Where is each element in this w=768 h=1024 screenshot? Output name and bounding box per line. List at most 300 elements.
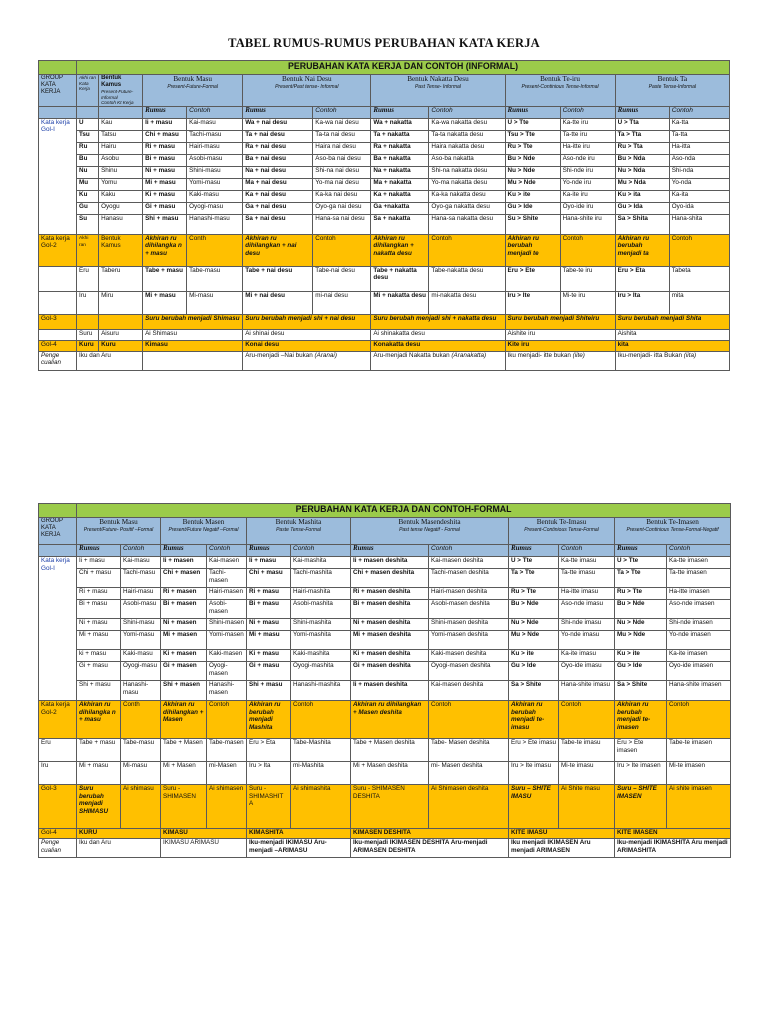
table-cell: Ka-tta bbox=[669, 118, 729, 130]
table-cell: Nu > Nde bbox=[505, 166, 560, 178]
table-cell: Nu > Nde bbox=[509, 619, 559, 631]
table-cell: Yomi-masu bbox=[187, 178, 243, 190]
table-cell: Oyo-ida bbox=[669, 202, 729, 214]
table-cell: Hana-sa nakatta desu bbox=[429, 214, 505, 234]
gol3-label: Gol-3 bbox=[39, 314, 77, 329]
table-cell: Aso-nde imasu bbox=[559, 600, 615, 619]
table-cell: Tabe + Masen bbox=[161, 739, 207, 762]
table-row: Penge cualian Iku dan Aru IKIMASU ARIMASU Iku-menjadi IKIMASU Aru-menjadi –ARIMASU Iku-menjadi IKIMASEN DESHITA Aru-menjadi ARIMASEN DESHITA Iku menjadi IKIMASEN Aru menjadi ARIMASEN Iku-menjadi IKIMASHITA Aru menjadi ARIMASHITA bbox=[39, 839, 731, 858]
table-cell: Shi-nde imasu bbox=[559, 619, 615, 631]
table-cell: Ki + masen deshita bbox=[351, 650, 429, 662]
table-cell: Tabe-masu bbox=[121, 739, 161, 762]
table-cell: Nu > Nda bbox=[615, 166, 669, 178]
kamus-name: Bentuk Kamus bbox=[101, 75, 122, 88]
table-row bbox=[39, 118, 730, 130]
col-header-masen: Bentuk Masen Present/Future Negatif –Formal bbox=[161, 518, 247, 545]
table-cell: Bu > Nde bbox=[505, 154, 560, 166]
table-cell: Ta-tte iru bbox=[560, 130, 615, 142]
table-cell: Aso-nde imasen bbox=[667, 600, 731, 619]
table-cell: Tachi-masu bbox=[121, 569, 161, 588]
table-cell: Shi-na nakatta desu bbox=[429, 166, 505, 178]
table-cell: Mi + Masen bbox=[161, 762, 207, 785]
table-cell: Eru > Ete bbox=[505, 266, 560, 291]
table-cell: Ta > Tte bbox=[509, 569, 559, 588]
table-row bbox=[39, 154, 730, 166]
table-cell: Hanashi-masu bbox=[121, 681, 161, 701]
table-cell: Ku bbox=[77, 190, 99, 202]
table-cell: Ri + masu bbox=[247, 588, 291, 600]
col-header-masu: Bentuk Masu Present/Future- Positif –Formal bbox=[77, 518, 161, 545]
table-cell: Hairi-masen bbox=[207, 588, 247, 600]
table-cell: Shi + masu bbox=[77, 681, 121, 701]
table-cell: Mu > Nde bbox=[509, 631, 559, 650]
table-cell: Shi + masen bbox=[161, 681, 207, 701]
table-cell: Ta-tta bbox=[669, 130, 729, 142]
table-cell: Oyo-ide iru bbox=[560, 202, 615, 214]
table-cell: Sa > Shita bbox=[615, 214, 669, 234]
table-cell: Shini-masu bbox=[187, 166, 243, 178]
table-cell: Ki + masu bbox=[247, 650, 291, 662]
table-cell: Tabe-te iru bbox=[560, 266, 615, 291]
table-cell: Eru > Eta bbox=[615, 266, 669, 291]
table-cell: Ba + nai desu bbox=[243, 154, 313, 166]
table-cell: Kaku bbox=[99, 190, 143, 202]
table-cell: Ka-tte imasu bbox=[559, 557, 615, 569]
table-cell: Na + nakatta bbox=[371, 166, 429, 178]
table-cell: Chi + masu bbox=[143, 130, 187, 142]
table-cell: Ru > Tte bbox=[505, 142, 560, 154]
table-cell: Ri + masen bbox=[161, 588, 207, 600]
table-cell: Asobi-masu bbox=[187, 154, 243, 166]
table-cell: Shinu bbox=[99, 166, 143, 178]
table-cell: Eru bbox=[39, 739, 77, 762]
table-cell: Mu bbox=[77, 178, 99, 190]
table-row: Penge cualian Iku dan Aru Aru-menjadi –Nai bukan (Aranai) Aru-menjadi Nakatta bukan (Aranakatta) Iku menjadi- itte bukan (iite) Iku-menjadi- itta Bukan (iita) bbox=[39, 351, 730, 370]
table-row bbox=[39, 178, 730, 190]
table-row: Suru Aisuru Ai Shimasu Ai shinai desu Ai shinakatta desu Aishite iru Aishita bbox=[39, 329, 730, 340]
table-cell: Asobi-masen deshita bbox=[429, 600, 509, 619]
table-row bbox=[39, 202, 730, 214]
table-cell: Yo-nde iru bbox=[560, 178, 615, 190]
table-cell: Oyo-ide imasen bbox=[667, 662, 731, 681]
table-cell: Kau bbox=[99, 118, 143, 130]
table-formal: PERUBAHAN KATA KERJA DAN CONTOH-FORMAL GROUP KATA KERJA Bentuk Masu Present/Future- Positif –Formal Bentuk Masen Present/Future Negatif –Formal Bentuk Mashita Paste Tense-Formal Bentuk Masendeshita Past tense Negatif - Formal Bentuk Te-Imasu Present-Continious Tense-Formal Bentuk Te-Imasen Present-Continious Tense-Formal-Negatif Rumus Contoh Rumus Contoh Rumus Contoh Rumus Contoh Rumus Contoh Rumus Contoh Kata kerja Gol-I Ii + masu Kai-masu Ii + masen Kai-masen Ii + masu Kai-mashita Ii + masen deshita Kai-masen deshita U > Tte Ka-tte imasu U > Tte Ka-tte imasen Chi + masu Tachi-masu Chi + masen Tachi-masen Chi + masu Tachi-mashita Chi + masen deshita Tachi-masen deshita Ta > Tte Ta-tte imasu Ta > Tte Ta-tte imasen Ri + masu Hairi-masu Ri + masen Hairi-masen Ri + masu Hairi-mashita Ri + masen deshita Hairi-masen deshita Ru > Tte Ha-itte imasu Ru > Tte Ha-itte imasen Bi + masu Asobi-masu Bi + masen Asobi-masen Bi + masu Asobi-mashita Bi + masen deshita Asobi-masen deshita Bu > Nde Aso-nde imasu Bu > Nde Aso-nde imasen Ni + masu Shini-masu Ni + masen Shini-masen Ni + masu Shini-mashita Ni + masen deshita Shini-masen deshita Nu > Nde Shi-nde imasu Nu > Nde Shi-nde imasen Mi + masu Yomi-masu Mi + masen Yomi-masen Mi + masu Yomi-mashita Mi + masen deshita Yomi-masen deshita Mu > Nde Yo-nde imasu Mu > Nde Yo-nde imasen ki + masu Kaki-masu Ki + masen Kaki-masen Ki + masu Kaki-mashita Ki + masen deshita Kaki-masen deshita Ku > ite Ka-ite imasu Ku > ite Ka-ite imasen Gi + masu Oyogi-masu Gi + masen Oyogi-masen Gi + masu Oyogi-mashita Gi + masen deshita Oyogi-masen deshita Gu > Ide Oyo-ide imasu Gu > Ide Oyo-ide imasen Shi + masu Hanashi-masu Shi + masen Hanashi-masen Shi + masu Hanashi-mashita Ii + masen deshita Kai-masen deshita Sa > Shite Hana-shite imasu Sa > Shite Hana-shite imasen Kata kerja Gol-2 Akhiran ru dihilangka n + masu Conth Akhiran ru dihilangkan + Masen Contoh Akhiran ru berubah menjadi Mashita Contoh Akhiran ru dihilangkan + Masen deshita Contoh Akhiran ru berubah menjadi te-imasu Contoh Akhiran ru berubah menjadi te-imasen Contoh Eru Tabe + masu Tabe-masu Tabe + Masen Tabe-masen Eru > Eta Tabe-Mashita Tabe + Masen deshita Tabe- Masen deshita Eru > Ete imasu Tabe-te imasu Eru > Ete imasen Tabe-te imasen Iru Mi + masu Mi-masu Mi + Masen mi-Masen Iru > Ita mi-Mashita Mi + Masen deshita mi- Masen deshita Iru > Ite imasu Mi-te imasu Iru > Ite imasen Mi-te imasen Gol-3 Suru berubah menjadi SHIMASU Ai shimasu Suru - SHIMASEN Ai shimasen Suru - SHIMASHIT A Ai shimashita Suru - SHIMASEN DESHITA Ai Shimasen deshita Suru – SHITE IMASU Ai Shite masu Suru – SHITE IMASEN Ai shite imasen Gol-4 KURU KIMASU KIMASHITA KIMASEN DESHITA KITE IMASU KITE IMASEN Penge cualian Iku dan Aru IKIMASU ARIMASU Iku-menjadi IKIMASU Aru-menjadi –ARIMASU Iku-menjadi IKIMASEN DESHITA Aru-menjadi ARIMASEN DESHITA Iku menjadi IKIMASEN Aru menjadi ARIMASEN Iku-menjadi IKIMASHITA Aru menjadi ARIMASHITA bbox=[38, 503, 731, 858]
table-cell: Mi + masu bbox=[143, 178, 187, 190]
gol4-label: Gol-4 bbox=[39, 829, 77, 839]
table-cell: Ha-itte imasen bbox=[667, 588, 731, 600]
table-cell: Ta > Tte bbox=[615, 569, 667, 588]
table-row bbox=[39, 166, 730, 178]
table-cell: Tabe + nakatta desu bbox=[371, 266, 429, 291]
table-cell: Chi + masen bbox=[161, 569, 207, 588]
table-cell: Ni + masu bbox=[143, 166, 187, 178]
table-cell: Kai-masen bbox=[207, 557, 247, 569]
table-cell: Shi-nda bbox=[669, 166, 729, 178]
table-cell: Asobi-masen bbox=[207, 600, 247, 619]
table-cell: Ru > Tte bbox=[509, 588, 559, 600]
table-cell: Mu > Nda bbox=[615, 178, 669, 190]
table-cell: Hanashi-masu bbox=[187, 214, 243, 234]
table-cell: Mi + masen bbox=[161, 631, 207, 650]
table-cell: Ka-ite iru bbox=[560, 190, 615, 202]
table-cell: Mi + Masen deshita bbox=[351, 762, 429, 785]
table-cell: Gi + masen bbox=[161, 662, 207, 681]
table-cell: Mi + nakatta desu bbox=[371, 291, 429, 314]
gol4-label: Gol-4 bbox=[39, 340, 77, 351]
table-cell: Hairi-mashita bbox=[291, 588, 351, 600]
table-cell: Ru > Tta bbox=[615, 142, 669, 154]
table-row bbox=[39, 600, 731, 619]
table-cell: Oyogu bbox=[99, 202, 143, 214]
table-cell: Su > Shite bbox=[505, 214, 560, 234]
table-cell: Tabe + masu bbox=[77, 739, 121, 762]
table-cell: Tabe-te imasu bbox=[559, 739, 615, 762]
table-header: PERUBAHAN KATA KERJA DAN CONTOH-FORMAL bbox=[77, 504, 731, 518]
table-cell: Ka + nakatta bbox=[371, 190, 429, 202]
table-cell: Yo-nda bbox=[669, 178, 729, 190]
table-cell: mi- Masen deshita bbox=[429, 762, 509, 785]
table-cell: Tachi-masen deshita bbox=[429, 569, 509, 588]
table-cell: Tsu > Tte bbox=[505, 130, 560, 142]
table-row bbox=[39, 631, 731, 650]
table-cell: Bu bbox=[77, 154, 99, 166]
gol3-label: Gol-3 bbox=[39, 785, 77, 829]
table-cell: Ii + masen bbox=[161, 557, 207, 569]
table-cell: Tabe- Masen deshita bbox=[429, 739, 509, 762]
table-cell: Oyogi-masu bbox=[187, 202, 243, 214]
table-cell: Hana-shite imasu bbox=[559, 681, 615, 701]
table-cell: Hanasu bbox=[99, 214, 143, 234]
table-cell: Ka-wa nai desu bbox=[313, 118, 371, 130]
table-cell: Ka-ka nai desu bbox=[313, 190, 371, 202]
table-cell: Ba + nakatta bbox=[371, 154, 429, 166]
table-cell: U > Tte bbox=[509, 557, 559, 569]
table-cell: Ii + masen deshita bbox=[351, 557, 429, 569]
table-cell: Yomi-mashita bbox=[291, 631, 351, 650]
table-cell: Tabe + Masen deshita bbox=[351, 739, 429, 762]
table-cell: Taberu bbox=[99, 266, 143, 291]
table-cell: Ki + masu bbox=[143, 190, 187, 202]
table-cell: Ta-tte imasu bbox=[559, 569, 615, 588]
gol2-label: Kata kerja Gol-2 bbox=[39, 701, 77, 739]
table-cell: Hana-shite imasen bbox=[667, 681, 731, 701]
table-cell: Ka-ite imasu bbox=[559, 650, 615, 662]
col-header-mashita: Bentuk Mashita Paste Tense-Formal bbox=[247, 518, 351, 545]
table-cell: Bu > Nde bbox=[615, 600, 667, 619]
table-cell: U > Tta bbox=[615, 118, 669, 130]
table-cell: Kaki-mashita bbox=[291, 650, 351, 662]
table-cell: Mi + nai desu bbox=[243, 291, 313, 314]
table-cell: Iru > Ita bbox=[247, 762, 291, 785]
table-row bbox=[39, 662, 731, 681]
table-cell: Ku > ite bbox=[505, 190, 560, 202]
table-cell: Ta + nakatta bbox=[371, 130, 429, 142]
table-cell: Gu bbox=[77, 202, 99, 214]
peng-label: Penge cualian bbox=[39, 839, 77, 858]
table-cell: Ga + nai desu bbox=[243, 202, 313, 214]
table-row bbox=[39, 681, 731, 701]
table-cell: Sa + nakatta bbox=[371, 214, 429, 234]
table-row bbox=[39, 557, 731, 569]
table-cell: Hairi-masu bbox=[187, 142, 243, 154]
table-cell: Na + nai desu bbox=[243, 166, 313, 178]
table-cell: Gi + masu bbox=[247, 662, 291, 681]
table-cell: Hairu bbox=[99, 142, 143, 154]
table-cell: Yomi-masu bbox=[121, 631, 161, 650]
table-cell: Sa > Shite bbox=[509, 681, 559, 701]
table-informal: PERUBAHAN KATA KERJA DAN CONTOH (INFORMAL) GROUP KATA KERJA Akhi ran Kata Kerja Bentuk Kamus Present-Future-Informal Contoh Kt Kerja Bentuk Masu Present-Future-Formal Bentuk Nai Desu Present/Past tense- Informal Bentuk Nakatta Desu Past Tense- Informal Bentuk Te-iru Present-Continious Tense-Informal Bentuk Ta Paste Tense-Informal Rumus Contoh Rumus Contoh Rumus Contoh Rumus Contoh Rumus Contoh Kata kerja Gol-I U Kau Ii + masu Kai-masu Wa + nai desu Ka-wa nai desu Wa + nakatta Ka-wa nakatta desu U > Tte Ka-tte iru U > Tta Ka-tta Tsu Tatsu Chi + masu Tachi-masu Ta + nai desu Ta-ta nai desu Ta + nakatta Ta-ta nakatta desu Tsu > Tte Ta-tte iru Ta > Tta Ta-tta Ru Hairu Ri + masu Hairi-masu Ra + nai desu Haira nai desu Ra + nakatta Haira nakatta desu Ru > Tte Ha-itte iru Ru > Tta Ha-itta Bu Asobu Bi + masu Asobi-masu Ba + nai desu Aso-ba nai desu Ba + nakatta Aso-ba nakatta Bu > Nde Aso-nde iru Bu > Nda Aso-nda Nu Shinu Ni + masu Shini-masu Na + nai desu Shi-na nai desu Na + nakatta Shi-na nakatta desu Nu > Nde Shi-nde iru Nu > Nda Shi-nda Mu Yomu Mi + masu Yomi-masu Ma + nai desu Yo-ma nai desu Ma + nakatta Yo-ma nakatta desu Mu > Nde Yo-nde iru Mu > Nda Yo-nda Ku Kaku Ki + masu Kaki-masu Ka + nai desu Ka-ka nai desu Ka + nakatta Ka-ka nakatta desu Ku > ite Ka-ite iru Ku > ita Ka-ita Gu Oyogu Gi + masu Oyogi-masu Ga + nai desu Oyo-ga nai desu Ga +nakatta Oyo-ga nakatta desu Gu > Ide Oyo-ide iru Gu > Ida Oyo-ida Su Hanasu Shi + masu Hanashi-masu Sa + nai desu Hana-sa nai desu Sa + nakatta Hana-sa nakatta desu Su > Shite Hana-shite iru Sa > Shita Hana-shita Kata kerja Gol-2 Akhi ran Bentuk Kamus Akhiran ru dihilangka n + masu Conth Akhiran ru dihilangkan + nai desu Contoh Akhiran ru dihilangkan + nakatta desu Contoh Akhiran ru berubah menjadi te Contoh Akhiran ru berubah menjadi ta Contoh Eru Taberu Tabe + masu Tabe-masu Tabe + nai desu Tabe-nai desu Tabe + nakatta desu Tabe-nakatta desu Eru > Ete Tabe-te iru Eru > Eta Tabeta Iru Miru Mi + masu Mi-masu Mi + nai desu mi-nai desu Mi + nakatta desu mi-nakatta desu Iru > Ite Mi-te iru Iru > Ita mita Gol-3 Suru berubah menjadi Shimasu Suru berubah menjadi shi + nai desu Suru berubah menjadi shi + nakatta desu Suru berubah menjadi Shiteiru Suru berubah menjadi Shita Suru Aisuru Ai Shimasu Ai shinai desu Ai shinakatta desu Aishite iru Aishita Gol-4 Kuru Kuru Kimasu Konai desu Konakatta desu Kite iru kita Penge cualian Iku dan Aru Aru-menjadi –Nai bukan (Aranai) Aru-menjadi Nakatta bukan (Aranakatta) Iku menjadi- itte bukan (iite) Iku-menjadi- itta Bukan (iita) bbox=[38, 60, 730, 371]
table-cell: Mi + masu bbox=[77, 631, 121, 650]
table-cell: Asobu bbox=[99, 154, 143, 166]
table-cell: Tabe-nai desu bbox=[313, 266, 371, 291]
table-cell: Hana-shite iru bbox=[560, 214, 615, 234]
table-cell: Eru bbox=[77, 266, 99, 291]
table-cell: Ni + masen deshita bbox=[351, 619, 429, 631]
table-cell: Kaki-masu bbox=[187, 190, 243, 202]
table-cell: Bi + masen deshita bbox=[351, 600, 429, 619]
table-cell: mita bbox=[669, 291, 729, 314]
table-cell: Ta-ta nai desu bbox=[313, 130, 371, 142]
table-cell: Ku > ita bbox=[615, 190, 669, 202]
table-cell: Chi + masu bbox=[247, 569, 291, 588]
table-cell: Mi-masu bbox=[187, 291, 243, 314]
table-cell: Ta-ta nakatta desu bbox=[429, 130, 505, 142]
table-cell: Gi + masu bbox=[143, 202, 187, 214]
akhiran-label: Akhi ran Kata Kerja bbox=[79, 75, 96, 92]
table-cell: Shi-nde iru bbox=[560, 166, 615, 178]
table-cell: U > Tte bbox=[615, 557, 667, 569]
table-header: PERUBAHAN KATA KERJA DAN CONTOH (INFORMAL) bbox=[77, 61, 730, 75]
table-cell: Aso-ba nakatta bbox=[429, 154, 505, 166]
table-cell: Kai-masen deshita bbox=[429, 557, 509, 569]
table-row bbox=[39, 214, 730, 234]
table-cell: Ga +nakatta bbox=[371, 202, 429, 214]
table-cell: Aso-ba nai desu bbox=[313, 154, 371, 166]
table-cell: Eru > Ete imasen bbox=[615, 739, 667, 762]
table-cell: Ku > ite bbox=[615, 650, 667, 662]
table-cell: Sa > Shite bbox=[615, 681, 667, 701]
table-cell: Yomu bbox=[99, 178, 143, 190]
table-cell: Tabe-nakatta desu bbox=[429, 266, 505, 291]
table-cell: Kaki-masen bbox=[207, 650, 247, 662]
table-cell: Tabeta bbox=[669, 266, 729, 291]
gol2-label: Kata kerja Gol-2 bbox=[39, 234, 77, 266]
table-cell: Tabe-Mashita bbox=[291, 739, 351, 762]
table-cell: Ru > Tte bbox=[615, 588, 667, 600]
table-cell: Mu > Nde bbox=[615, 631, 667, 650]
table-cell: Aso-nde iru bbox=[560, 154, 615, 166]
table-row: Gol-4 Kuru Kuru Kimasu Konai desu Konakatta desu Kite iru kita bbox=[39, 340, 730, 351]
table-cell: Hairi-masen deshita bbox=[429, 588, 509, 600]
table-cell: Hana-sa nai desu bbox=[313, 214, 371, 234]
table-cell: Ka-tte imasen bbox=[667, 557, 731, 569]
table-cell: Mu > Nde bbox=[505, 178, 560, 190]
table-cell: Mi-masu bbox=[121, 762, 161, 785]
table-cell: Iru > Ite imasen bbox=[615, 762, 667, 785]
group-label: GROUP KATA KERJA bbox=[39, 518, 77, 545]
table-cell: Eru > Ete imasu bbox=[509, 739, 559, 762]
table-cell: Sa + nai desu bbox=[243, 214, 313, 234]
table-cell: Bu > Nda bbox=[615, 154, 669, 166]
table-cell: Ta > Tta bbox=[615, 130, 669, 142]
table-cell: Shini-masen deshita bbox=[429, 619, 509, 631]
table-cell: Ni + masen bbox=[161, 619, 207, 631]
table-cell: Gu > Ide bbox=[615, 662, 667, 681]
table-cell: Wa + nakatta bbox=[371, 118, 429, 130]
table-cell: Kai-mashita bbox=[291, 557, 351, 569]
table-row bbox=[39, 619, 731, 631]
table-row: Gol-3 Suru berubah menjadi SHIMASU Ai shimasu Suru - SHIMASEN Ai shimasen Suru - SHIMASHIT A Ai shimashita Suru - SHIMASEN DESHITA Ai Shimasen deshita Suru – SHITE IMASU Ai Shite masu Suru – SHITE IMASEN Ai shite imasen bbox=[39, 785, 731, 829]
table-cell: Iru bbox=[77, 291, 99, 314]
table-cell: Yo-nde imasu bbox=[559, 631, 615, 650]
table-cell: Bu > Nde bbox=[509, 600, 559, 619]
table-cell: Shi-na nai desu bbox=[313, 166, 371, 178]
table-cell: Iru bbox=[39, 762, 77, 785]
table-cell: mi-Mashita bbox=[291, 762, 351, 785]
group-label: Kata kerja Gol-I bbox=[39, 118, 77, 234]
table-cell: mi-Masen bbox=[207, 762, 247, 785]
table-cell: Mi + masu bbox=[247, 631, 291, 650]
col-header-teimasu: Bentuk Te-Imasu Present-Continious Tense-Formal bbox=[509, 518, 615, 545]
table-row bbox=[39, 569, 731, 588]
table-cell: Tabe + masu bbox=[143, 266, 187, 291]
table-cell: Tabe-te imasen bbox=[667, 739, 731, 762]
table-cell: Oyogi-masen bbox=[207, 662, 247, 681]
table-cell: Iru > Ite imasu bbox=[509, 762, 559, 785]
table-cell: Oyo-ga nai desu bbox=[313, 202, 371, 214]
table-cell: Ku > ite bbox=[509, 650, 559, 662]
table-cell: Hanashi-masen bbox=[207, 681, 247, 701]
group-label: GROUP KATA KERJA bbox=[39, 75, 77, 107]
table-cell: Ra + nakatta bbox=[371, 142, 429, 154]
table-cell: Gu > Ida bbox=[615, 202, 669, 214]
table-cell: Eru > Eta bbox=[247, 739, 291, 762]
table-cell: Hanashi-mashita bbox=[291, 681, 351, 701]
table-row bbox=[39, 190, 730, 202]
table-cell: Yomi-masen bbox=[207, 631, 247, 650]
table-cell: mi-nakatta desu bbox=[429, 291, 505, 314]
table-cell: Hana-shita bbox=[669, 214, 729, 234]
table-cell: Chi + masu bbox=[77, 569, 121, 588]
table-row bbox=[39, 588, 731, 600]
table-cell: Shini-masen bbox=[207, 619, 247, 631]
table-cell: Ii + masu bbox=[247, 557, 291, 569]
table-cell: Oyo-ide imasu bbox=[559, 662, 615, 681]
table-cell: Ii + masen deshita bbox=[351, 681, 429, 701]
table-cell: Mi + masen deshita bbox=[351, 631, 429, 650]
table-cell: Oyogi-masu bbox=[121, 662, 161, 681]
table-cell: Nu > Nde bbox=[615, 619, 667, 631]
table-cell: Mi-te imasen bbox=[667, 762, 731, 785]
col-header-masendeshita: Bentuk Masendeshita Past tense Negatif - Formal bbox=[351, 518, 509, 545]
table-cell: Tachi-masu bbox=[187, 130, 243, 142]
table-cell: Ki + masen bbox=[161, 650, 207, 662]
table-row bbox=[39, 650, 731, 662]
col-header-masu: Bentuk Masu Present-Future-Formal bbox=[143, 75, 243, 107]
table-cell: Kai-masu bbox=[187, 118, 243, 130]
col-header-nakatta: Bentuk Nakatta Desu Past Tense- Informal bbox=[371, 75, 505, 107]
table-cell: Ra + nai desu bbox=[243, 142, 313, 154]
table-cell: Mi-te iru bbox=[560, 291, 615, 314]
table-cell: Chi + masen deshita bbox=[351, 569, 429, 588]
table-cell: Ta + nai desu bbox=[243, 130, 313, 142]
table-cell: Ii + masu bbox=[143, 118, 187, 130]
table-cell: Tatsu bbox=[99, 130, 143, 142]
table-cell: Oyogi-masen deshita bbox=[429, 662, 509, 681]
table-cell: Kaki-masu bbox=[121, 650, 161, 662]
col-header-teimasen: Bentuk Te-Imasen Present-Continious Tense-Formal-Negatif bbox=[615, 518, 731, 545]
table-cell: Shini-masu bbox=[121, 619, 161, 631]
table-cell: Kai-masu bbox=[121, 557, 161, 569]
table-cell: Ha-itte iru bbox=[560, 142, 615, 154]
table-cell: Mi + masu bbox=[143, 291, 187, 314]
table-cell: Yo-nde imasen bbox=[667, 631, 731, 650]
col-header-ta: Bentuk Ta Paste Tense-Informal bbox=[615, 75, 729, 107]
table-cell: Gu > Ide bbox=[505, 202, 560, 214]
table-cell: Asobi-mashita bbox=[291, 600, 351, 619]
col-header-naidesu: Bentuk Nai Desu Present/Past tense- Informal bbox=[243, 75, 371, 107]
table-row bbox=[39, 739, 731, 762]
table-cell: Ta-tte imasen bbox=[667, 569, 731, 588]
table-cell: Shi + masu bbox=[247, 681, 291, 701]
table-cell: Bi + masu bbox=[247, 600, 291, 619]
table-cell: ki + masu bbox=[77, 650, 121, 662]
table-cell: Ha-itte imasu bbox=[559, 588, 615, 600]
table-cell: Iru > Ita bbox=[615, 291, 669, 314]
table-cell: Wa + nai desu bbox=[243, 118, 313, 130]
table-cell: Bi + masu bbox=[143, 154, 187, 166]
table-cell: Haira nakatta desu bbox=[429, 142, 505, 154]
table-cell: Ka-tte iru bbox=[560, 118, 615, 130]
table-cell: Hairi-masu bbox=[121, 588, 161, 600]
group-label: Kata kerja Gol-I bbox=[39, 557, 77, 701]
table-row bbox=[39, 762, 731, 785]
table-cell: Ni + masu bbox=[247, 619, 291, 631]
table-cell: Ma + nakatta bbox=[371, 178, 429, 190]
table-cell: Yo-ma nai desu bbox=[313, 178, 371, 190]
table-cell: Ka-ka nakatta desu bbox=[429, 190, 505, 202]
table-cell: Gu > Ide bbox=[509, 662, 559, 681]
table-cell: Mi + masu bbox=[77, 762, 121, 785]
table-cell: Oyogi-mashita bbox=[291, 662, 351, 681]
table-cell: Gi + masen deshita bbox=[351, 662, 429, 681]
table-row bbox=[39, 142, 730, 154]
peng-label: Penge cualian bbox=[39, 351, 77, 370]
table-cell: Asobi-masu bbox=[121, 600, 161, 619]
table-cell: Shi + masu bbox=[143, 214, 187, 234]
table-row bbox=[39, 130, 730, 142]
table-cell: Tachi-masen bbox=[207, 569, 247, 588]
table-cell: Ri + masu bbox=[143, 142, 187, 154]
table-cell: Kaki-masen deshita bbox=[429, 650, 509, 662]
table-cell: Tabe-masu bbox=[187, 266, 243, 291]
table-cell: Shi-nde imasen bbox=[667, 619, 731, 631]
table-cell: Ka-ite imasen bbox=[667, 650, 731, 662]
table-cell: Su bbox=[77, 214, 99, 234]
table-cell: mi-nai desu bbox=[313, 291, 371, 314]
table-cell: Tachi-mashita bbox=[291, 569, 351, 588]
table-cell: Tabe + nai desu bbox=[243, 266, 313, 291]
table-cell: Ka-wa nakatta desu bbox=[429, 118, 505, 130]
table-cell: Nu bbox=[77, 166, 99, 178]
table-cell: Aso-nda bbox=[669, 154, 729, 166]
table-cell: Ri + masen deshita bbox=[351, 588, 429, 600]
table-row bbox=[39, 266, 730, 291]
table-cell: Ma + nai desu bbox=[243, 178, 313, 190]
table-cell: Tabe-masen bbox=[207, 739, 247, 762]
table-cell: Oyo-ga nakatta desu bbox=[429, 202, 505, 214]
table-cell: Iru > Ite bbox=[505, 291, 560, 314]
